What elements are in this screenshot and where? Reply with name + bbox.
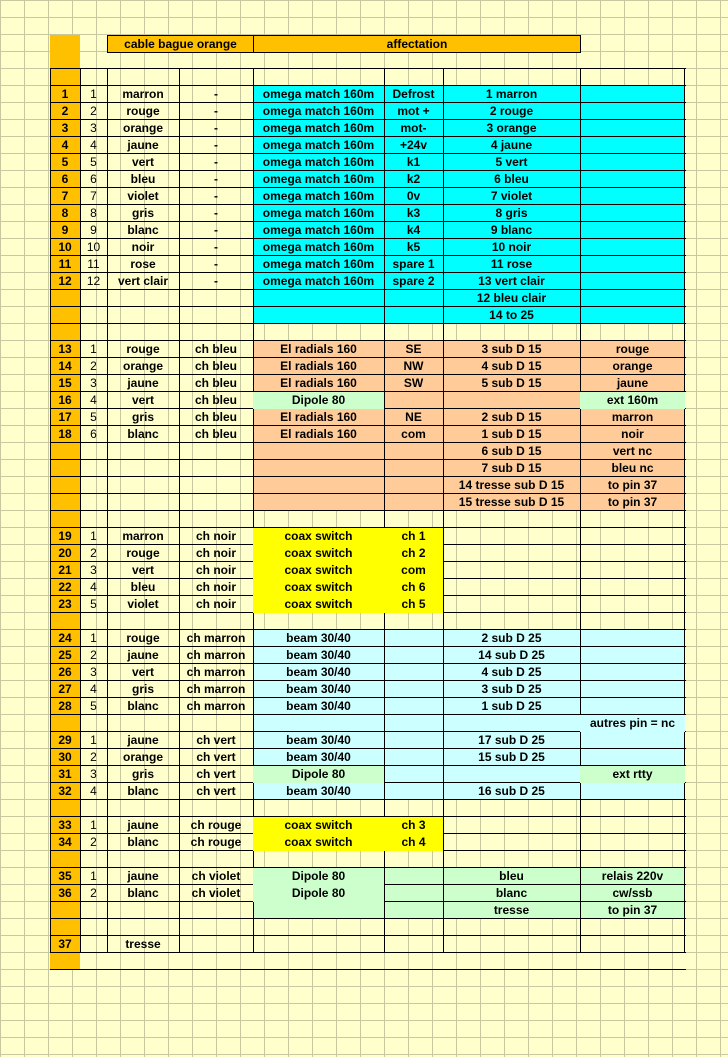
cell-device: beam 30/40 xyxy=(286,682,351,696)
cell-color: blanc xyxy=(127,886,159,900)
cell-channel: ch marron xyxy=(186,699,246,713)
cell-color: vert xyxy=(131,563,154,577)
cell-num: 5 xyxy=(61,155,69,169)
cell-color: vert xyxy=(131,155,154,169)
cell-device: beam 30/40 xyxy=(286,784,351,798)
cell-sub: 8 xyxy=(90,206,97,220)
cell-color: gris xyxy=(131,206,154,220)
cell-color: noir xyxy=(131,240,155,254)
cell-color: blanc xyxy=(127,835,159,849)
cell-pin: 12 bleu clair xyxy=(476,291,547,305)
cell-device: coax switch xyxy=(253,545,384,562)
cell-sub: 5 xyxy=(90,155,97,169)
cell-note: relais 220v xyxy=(601,869,664,883)
cell-channel: - xyxy=(214,206,218,220)
cell-channel: ch noir xyxy=(195,580,236,594)
cell-num: 14 xyxy=(58,359,72,373)
cell-note: bleu nc xyxy=(611,461,654,475)
cell-color: orange xyxy=(122,121,163,135)
cell-sub: 4 xyxy=(90,784,97,798)
cell-pin: 3 orange xyxy=(486,121,537,135)
cell-note: autres pin = nc xyxy=(580,715,685,732)
cell-function: Defrost xyxy=(392,87,435,101)
cell-device: coax switch xyxy=(253,579,384,596)
cell-sub: 11 xyxy=(87,257,100,271)
cell-sub: 2 xyxy=(90,359,97,373)
cell-sub: 2 xyxy=(90,886,97,900)
cell-color: marron xyxy=(122,529,164,543)
cell-channel: ch bleu xyxy=(194,376,237,390)
cell-device: coax switch xyxy=(253,817,384,834)
grid-line xyxy=(50,68,686,69)
cell-sub: 5 xyxy=(90,410,97,424)
cell-device: coax switch xyxy=(253,528,384,545)
cell-note: vert nc xyxy=(612,444,653,458)
cell-function: ch 1 xyxy=(384,528,443,545)
cell-device: omega match 160m xyxy=(262,189,375,203)
cell-num: 32 xyxy=(58,784,72,798)
cell-note: cw/ssb xyxy=(612,886,653,900)
cell-num: 23 xyxy=(58,597,72,611)
cell-num: 1 xyxy=(61,87,69,101)
cell-pin: 14 sub D 25 xyxy=(478,648,545,662)
header-affectation-label: affectation xyxy=(253,35,581,53)
cell-sub: 1 xyxy=(90,342,97,356)
cell-channel: ch noir xyxy=(195,546,236,560)
cell-channel: - xyxy=(214,257,218,271)
cell-color: rouge xyxy=(126,104,160,118)
cell-pin: 1 sub D 15 xyxy=(481,427,542,441)
cell-pin: 7 violet xyxy=(490,189,533,203)
cell-channel: ch rouge xyxy=(190,835,242,849)
cell-num: 34 xyxy=(58,835,72,849)
cell-num: 16 xyxy=(58,393,72,407)
cell-num: 9 xyxy=(61,223,69,237)
cell-pin: 11 rose xyxy=(490,257,533,271)
cell-color: bleu xyxy=(130,172,156,186)
cell-color: rose xyxy=(130,257,156,271)
cell-device: omega match 160m xyxy=(262,223,375,237)
cell-note: rouge xyxy=(615,342,650,356)
cell-channel: - xyxy=(214,172,218,186)
cell-channel: - xyxy=(214,87,218,101)
cell-function: spare 2 xyxy=(392,274,435,288)
cell-pin: tresse xyxy=(493,903,530,917)
cell-channel: ch vert xyxy=(196,750,236,764)
cell-num: 30 xyxy=(58,750,72,764)
cell-channel: - xyxy=(214,189,218,203)
cell-pin: 2 sub D 25 xyxy=(481,631,542,645)
cell-sub: 6 xyxy=(90,172,97,186)
cell-pin: 8 gris xyxy=(495,206,528,220)
cell-color: marron xyxy=(122,87,164,101)
cell-note: ext rtty xyxy=(580,766,685,783)
cell-num: 17 xyxy=(58,410,72,424)
cell-pin: 1 sub D 25 xyxy=(481,699,542,713)
cell-channel: - xyxy=(214,155,218,169)
cell-sub: 4 xyxy=(90,138,97,152)
cell-pin: blanc xyxy=(495,886,528,900)
grid-line xyxy=(50,323,686,324)
cell-color: jaune xyxy=(127,138,159,152)
cell-channel: ch noir xyxy=(195,529,236,543)
cell-sub: 2 xyxy=(90,835,97,849)
cell-num: 3 xyxy=(61,121,69,135)
cell-pin: 4 jaune xyxy=(490,138,533,152)
cell-channel: ch violet xyxy=(191,869,241,883)
cell-pin: 14 to 25 xyxy=(489,308,534,322)
cell-color: orange xyxy=(122,750,163,764)
cell-pin: 15 sub D 25 xyxy=(478,750,545,764)
cell-function: 0v xyxy=(406,189,421,203)
cell-color: jaune xyxy=(127,648,159,662)
cell-device: omega match 160m xyxy=(262,155,375,169)
cell-color: violet xyxy=(127,597,159,611)
cell-sub: 4 xyxy=(90,580,97,594)
cell-num: 10 xyxy=(58,240,72,254)
cell-color: gris xyxy=(131,410,154,424)
cell-device: beam 30/40 xyxy=(286,699,351,713)
cell-pin: 4 sub D 15 xyxy=(481,359,542,373)
cell-sub: 1 xyxy=(90,818,97,832)
corner-cell-fill xyxy=(50,35,80,52)
cell-device: omega match 160m xyxy=(262,138,375,152)
cell-note: orange xyxy=(612,359,653,373)
cell-color: vert xyxy=(131,665,154,679)
cell-sub: 3 xyxy=(90,767,97,781)
cell-function: spare 1 xyxy=(392,257,435,271)
cell-pin: 17 sub D 25 xyxy=(478,733,545,747)
header-cable-label: cable bague orange xyxy=(107,35,254,53)
cell-channel: ch noir xyxy=(195,563,236,577)
cell-sub: 2 xyxy=(90,104,97,118)
cell-color: gris xyxy=(131,767,154,781)
cell-pin: bleu xyxy=(499,869,524,883)
cell-pin: 2 sub D 15 xyxy=(481,410,542,424)
cell-channel: ch rouge xyxy=(190,818,242,832)
cell-channel: - xyxy=(214,223,218,237)
cell-sub: 5 xyxy=(90,597,97,611)
cell-pin: 10 noir xyxy=(491,240,532,254)
cell-device: Dipole 80 xyxy=(253,868,384,885)
cell-channel: ch bleu xyxy=(194,342,237,356)
cell-function: com xyxy=(401,427,426,441)
cell-num: 15 xyxy=(58,376,72,390)
cell-color: rouge xyxy=(126,342,160,356)
cell-pin: 14 tresse sub D 15 xyxy=(458,478,565,492)
cell-num: 25 xyxy=(58,648,72,662)
cell-pin: 5 sub D 15 xyxy=(481,376,542,390)
cell-function: ch 2 xyxy=(384,545,443,562)
cell-sub: 7 xyxy=(90,189,97,203)
cell-device: omega match 160m xyxy=(262,274,375,288)
cell-pin: 5 vert xyxy=(495,155,528,169)
cell-device: coax switch xyxy=(253,834,384,851)
cell-num: 6 xyxy=(61,172,69,186)
cell-num: 19 xyxy=(58,529,72,543)
cell-note: noir xyxy=(621,427,644,441)
cell-function: k5 xyxy=(406,240,421,254)
cell-pin: 7 sub D 15 xyxy=(481,461,542,475)
cell-num: 31 xyxy=(58,767,72,781)
cell-sub: 3 xyxy=(90,665,97,679)
cell-pin: 6 bleu xyxy=(494,172,529,186)
cell-color: blanc xyxy=(127,223,159,237)
cell-function: +24v xyxy=(399,138,428,152)
cell-note: to pin 37 xyxy=(607,903,658,917)
cell-color: bleu xyxy=(130,580,156,594)
cell-device: El radials 160 xyxy=(280,376,357,390)
cell-device: omega match 160m xyxy=(262,104,375,118)
cell-note: to pin 37 xyxy=(607,495,658,509)
cell-color: jaune xyxy=(127,733,159,747)
cell-sub: 9 xyxy=(90,223,97,237)
cell-device: Dipole 80 xyxy=(253,766,384,783)
cell-device: omega match 160m xyxy=(262,206,375,220)
cell-sub: 3 xyxy=(90,376,97,390)
cell-pin: 16 sub D 25 xyxy=(478,784,545,798)
cell-sub: 3 xyxy=(90,563,97,577)
cell-sub: 12 xyxy=(86,274,101,288)
cell-sub: 5 xyxy=(90,699,97,713)
cell-pin: 1 marron xyxy=(485,87,538,101)
cell-num: 24 xyxy=(58,631,72,645)
cell-function: NW xyxy=(403,359,424,373)
cell-num: 35 xyxy=(58,869,72,883)
cell-sub: 2 xyxy=(90,750,97,764)
cell-sub: 1 xyxy=(90,529,97,543)
cell-function: SE xyxy=(405,342,422,356)
cell-sub: 3 xyxy=(90,121,97,135)
cell-channel: - xyxy=(214,121,218,135)
cell-color: rouge xyxy=(126,546,160,560)
cell-channel: ch noir xyxy=(195,597,236,611)
cell-pin: 15 tresse sub D 15 xyxy=(458,495,565,509)
cell-note: jaune xyxy=(616,376,649,390)
cell-num: 13 xyxy=(58,342,72,356)
grid-line xyxy=(50,969,686,970)
cell-device: omega match 160m xyxy=(262,172,375,186)
cell-color: violet xyxy=(127,189,159,203)
cell-color: blanc xyxy=(127,427,159,441)
cell-sub: 1 xyxy=(90,869,97,883)
cell-color: rouge xyxy=(126,631,160,645)
cell-device: El radials 160 xyxy=(280,342,357,356)
cell-num: 20 xyxy=(58,546,72,560)
cell-device: beam 30/40 xyxy=(286,750,351,764)
cell-num: 12 xyxy=(58,274,72,288)
cell-num: 4 xyxy=(61,138,69,152)
cell-sub: 1 xyxy=(90,733,97,747)
cell-color: jaune xyxy=(127,818,159,832)
cell-channel: ch bleu xyxy=(194,427,237,441)
cell-function: SW xyxy=(403,376,424,390)
cell-num: 28 xyxy=(58,699,72,713)
cell-function: ch 4 xyxy=(384,834,443,851)
cell-sub: 1 xyxy=(90,631,97,645)
cell-pin: 2 rouge xyxy=(489,104,534,118)
cell-color: gris xyxy=(131,682,154,696)
cell-device: El radials 160 xyxy=(280,359,357,373)
cell-function: k1 xyxy=(406,155,421,169)
cell-sub: 1 xyxy=(90,87,97,101)
cell-channel: ch vert xyxy=(196,784,236,798)
cell-function: k4 xyxy=(406,223,421,237)
cell-pin: 6 sub D 15 xyxy=(481,444,542,458)
cell-sub: 4 xyxy=(90,393,97,407)
cell-pin: 3 sub D 15 xyxy=(481,342,542,356)
cell-note: to pin 37 xyxy=(607,478,658,492)
cell-num: 27 xyxy=(58,682,72,696)
cell-num: 18 xyxy=(58,427,72,441)
cell-channel: - xyxy=(214,274,218,288)
cell-function: mot + xyxy=(397,104,430,118)
cell-device: omega match 160m xyxy=(262,121,375,135)
cell-device: omega match 160m xyxy=(262,257,375,271)
cell-channel: ch bleu xyxy=(194,393,237,407)
cell-function: ch 3 xyxy=(384,817,443,834)
cell-sub: 6 xyxy=(90,427,97,441)
cell-color: orange xyxy=(122,359,163,373)
cell-device: beam 30/40 xyxy=(286,631,351,645)
cell-num: 36 xyxy=(58,886,72,900)
cell-pin: 13 vert clair xyxy=(478,274,545,288)
cell-note: marron xyxy=(611,410,654,424)
cell-num: 11 xyxy=(58,257,72,271)
cell-color: blanc xyxy=(127,699,159,713)
cell-num: 33 xyxy=(58,818,72,832)
cell-pin: 4 sub D 25 xyxy=(481,665,542,679)
cell-color: blanc xyxy=(127,784,159,798)
cell-num: 8 xyxy=(61,206,69,220)
cell-device: beam 30/40 xyxy=(286,733,351,747)
cell-sub: 2 xyxy=(90,546,97,560)
cell-device: omega match 160m xyxy=(262,87,375,101)
cell-channel: ch violet xyxy=(191,886,241,900)
cell-num: 21 xyxy=(58,563,72,577)
cell-note: ext 160m xyxy=(580,392,685,409)
cell-color: tresse xyxy=(125,937,161,951)
cell-device: Dipole 80 xyxy=(253,392,384,409)
cell-pin: 3 sub D 25 xyxy=(481,682,542,696)
cell-num: 26 xyxy=(58,665,72,679)
cell-channel: ch marron xyxy=(186,682,246,696)
cell-function: mot- xyxy=(400,121,427,135)
cell-sub: 10 xyxy=(86,240,101,254)
cell-num: 2 xyxy=(61,104,69,118)
cell-color: vert xyxy=(131,393,154,407)
cell-function: com xyxy=(384,562,443,579)
grid-line xyxy=(50,306,686,307)
cell-num: 7 xyxy=(61,189,69,203)
cell-device: El radials 160 xyxy=(280,410,357,424)
cell-device: beam 30/40 xyxy=(286,665,351,679)
cell-channel: ch vert xyxy=(196,767,236,781)
cell-channel: ch marron xyxy=(186,631,246,645)
cell-function: k3 xyxy=(406,206,421,220)
cell-channel: ch marron xyxy=(186,665,246,679)
cell-function: k2 xyxy=(406,172,421,186)
cell-channel: ch vert xyxy=(196,733,236,747)
cell-device: coax switch xyxy=(253,562,384,579)
cell-num: 22 xyxy=(58,580,72,594)
cell-color: jaune xyxy=(127,376,159,390)
cell-function: ch 5 xyxy=(384,596,443,613)
cell-device: El radials 160 xyxy=(280,427,357,441)
cell-color: vert clair xyxy=(117,274,169,288)
cell-function: NE xyxy=(405,410,422,424)
cell-channel: ch marron xyxy=(186,648,246,662)
cell-function: ch 6 xyxy=(384,579,443,596)
cell-channel: ch bleu xyxy=(194,359,237,373)
cell-color: jaune xyxy=(127,869,159,883)
cell-device: Dipole 80 xyxy=(253,885,384,902)
cell-device: omega match 160m xyxy=(262,240,375,254)
cell-channel: - xyxy=(214,104,218,118)
cell-pin: 9 blanc xyxy=(490,223,533,237)
cell-num: 29 xyxy=(58,733,72,747)
cell-channel: - xyxy=(214,240,218,254)
cell-device: coax switch xyxy=(253,596,384,613)
cell-sub: 2 xyxy=(90,648,97,662)
cell-channel: - xyxy=(214,138,218,152)
cell-sub: 4 xyxy=(90,682,97,696)
cell-num: 37 xyxy=(58,937,72,951)
cell-device: beam 30/40 xyxy=(286,648,351,662)
cell-channel: ch bleu xyxy=(194,410,237,424)
